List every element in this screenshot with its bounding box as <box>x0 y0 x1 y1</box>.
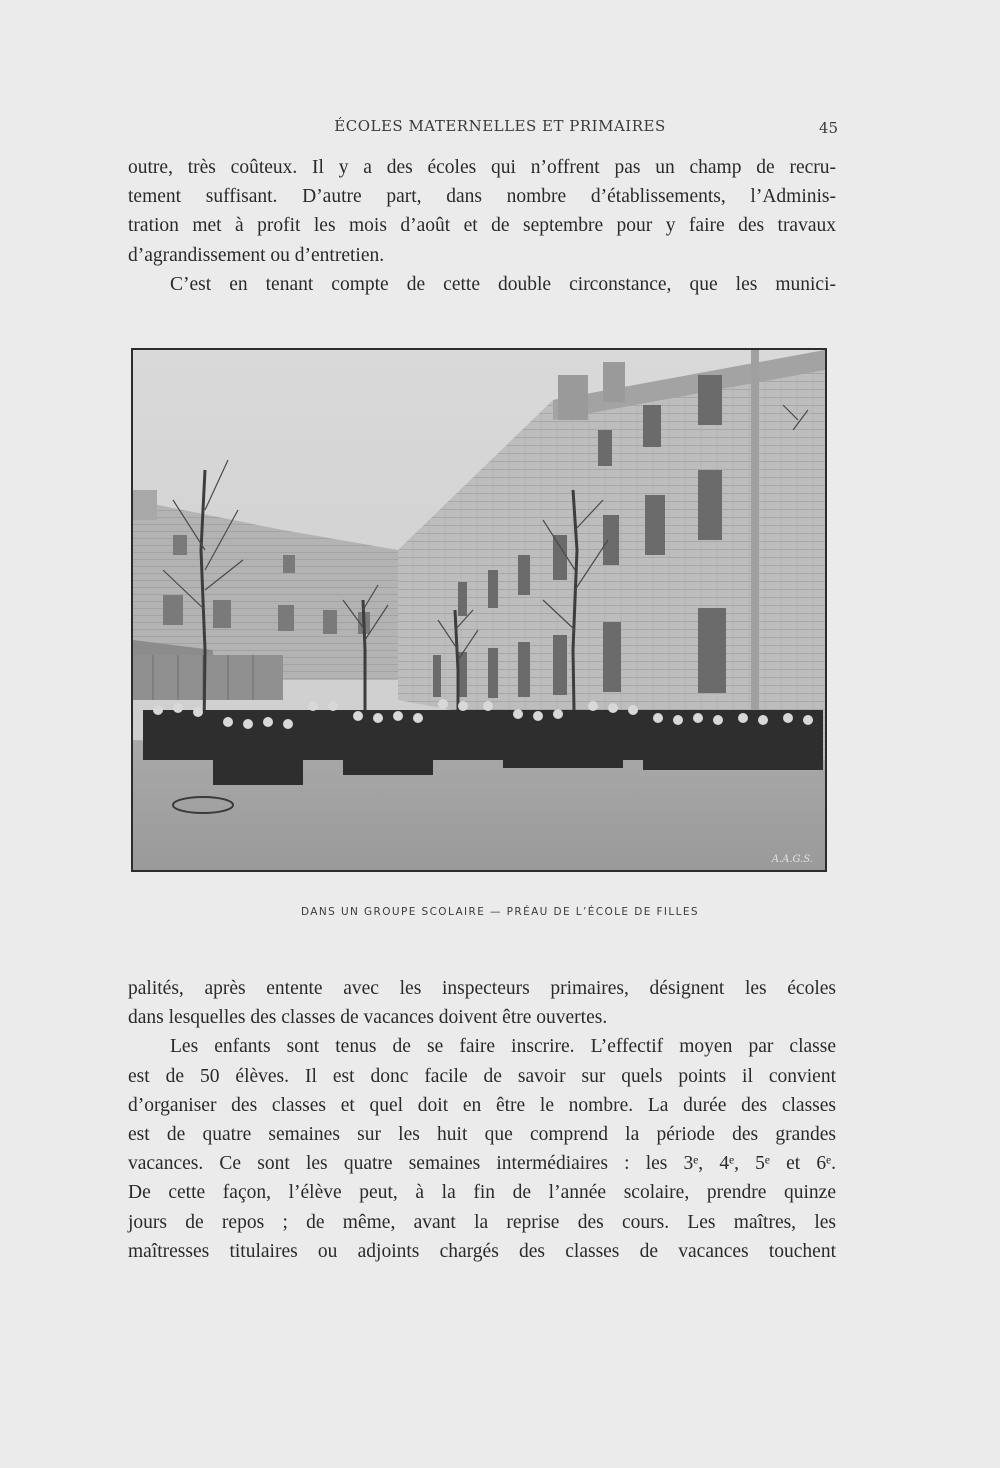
courtyard-photograph <box>131 348 827 872</box>
text-line: tement suffisant. D’autre part, dans nombre d’établissements, l’Adminis- <box>128 186 836 208</box>
text-line: C’est en tenant compte de cette double circonstance, que les munici- <box>170 273 836 295</box>
text-line: maîtresses titulaires ou adjoints chargés des classes de vacances touchent <box>128 1240 836 1262</box>
text-line: jours de repos ; de même, avant la reprise des cours. Les maîtres, les <box>128 1211 836 1233</box>
page-number: 45 <box>818 119 838 137</box>
text-line: d’agrandissement ou d’entretien. <box>128 244 385 266</box>
text-line: De cette façon, l’élève peut, à la fin de l’année scolaire, prendre quinze <box>128 1182 836 1204</box>
text-line: est de 50 élèves. Il est donc facile de savoir sur quels points il convient <box>128 1065 836 1087</box>
text-line: Les enfants sont tenus de se faire inscrire. L’effectif moyen par classe <box>170 1036 836 1058</box>
photo-signature: A.A.G.S. <box>771 854 813 865</box>
running-head <box>0 117 1000 141</box>
text-line: est de quatre semaines sur les huit que comprend la période des grandes <box>128 1123 836 1145</box>
text-line: palités, après entente avec les inspecteurs primaires, désignent les écoles <box>128 978 836 999</box>
text-line: vacances. Ce sont les quatre semaines intermédiaires : les 3ᵉ, 4ᵉ, 5ᵉ et 6ᵉ. <box>128 1153 836 1175</box>
text-line: outre, très coûteux. Il y a des écoles qui n’offrent pas un champ de recru- <box>128 157 836 178</box>
courtyard-photo-illustration <box>133 350 825 870</box>
figure-caption: DANS UN GROUPE SCOLAIRE — PRÉAU DE L’ÉCOLE DE FILLES <box>301 906 699 918</box>
text-line: dans lesquelles des classes de vacances doivent être ouvertes. <box>128 1007 608 1029</box>
text-line: tration met à profit les mois d’août et de septembre pour y faire des travaux <box>128 215 836 237</box>
text-line: d’organiser des classes et quel doit en être le nombre. La durée des classes <box>128 1094 836 1116</box>
text-before-figure <box>128 153 836 299</box>
running-title: ÉCOLES MATERNELLES ET PRIMAIRES <box>334 117 666 135</box>
text-after-figure <box>128 974 836 1266</box>
